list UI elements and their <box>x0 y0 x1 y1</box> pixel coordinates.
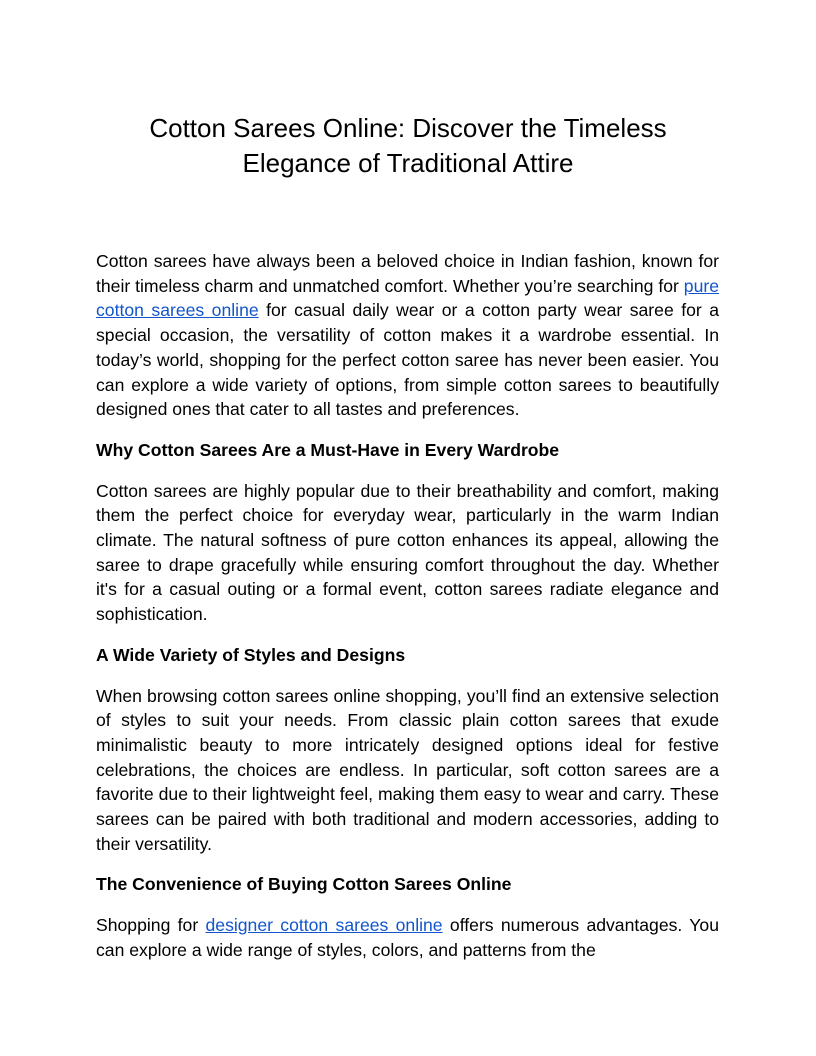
section-heading-why-cotton: Why Cotton Sarees Are a Must-Have in Every Wardrobe <box>96 439 560 460</box>
convenience-text-before-link: Shopping for <box>96 915 206 936</box>
section-paragraph-why-cotton: Cotton sarees are highly popular due to their breathability and comfort, making them the perfect choice for everyday wear, particularly in the warm Indian climate. The natural softness of pure cotton enhances its appeal, allowing the saree to drape gracefully while ensuring comfort throughout the day. Whether it's for a casual outing or a formal event, cotton sarees radiate elegance and sophistication. <box>96 480 719 625</box>
section-paragraph-convenience <box>96 913 719 962</box>
page-title <box>96 111 720 181</box>
document-body <box>96 249 719 979</box>
intro-text-before-link: Cotton sarees have always been a beloved choice in Indian fashion, known for their timeless charm and unmatched comfort. Whether you’re searching for <box>96 251 719 296</box>
section-heading-convenience: The Convenience of Buying Cotton Sarees Online <box>96 874 512 895</box>
title-line-2: Elegance of Traditional Attire <box>242 148 574 178</box>
section-paragraph-variety: When browsing cotton sarees online shopping, you’ll find an extensive selection of styles to suit your needs. From classic plain cotton sarees that exude minimalistic beauty to more intricately designed options ideal for festive celebrations, the choices are endless. In particular, soft cotton sarees are a favorite due to their lightweight feel, making them easy to wear and carry. These sarees can be paired with both traditional and modern accessories, adding to their versatility. <box>96 685 719 854</box>
intro-paragraph <box>96 249 719 422</box>
designer-cotton-sarees-link[interactable]: designer cotton sarees online <box>205 915 443 936</box>
section-heading-variety: A Wide Variety of Styles and Designs <box>96 644 406 665</box>
pure-cotton-sarees-link[interactable]: pure cotton sarees online <box>96 275 719 321</box>
convenience-text-after-link: offers numerous advantages. You can explore a wide range of styles, colors, and patterns from the <box>96 915 719 960</box>
title-line-1: Cotton Sarees Online: Discover the Timeless <box>149 113 667 143</box>
intro-text-after-link: for casual daily wear or a cotton party wear saree for a special occasion, the versatility of cotton makes it a wardrobe essential. In today’s world, shopping for the perfect cotton saree has never been easier. You can explore a wide variety of options, from simple cotton sarees to beautifully designed ones that cater to all tastes and preferences. <box>96 300 720 420</box>
